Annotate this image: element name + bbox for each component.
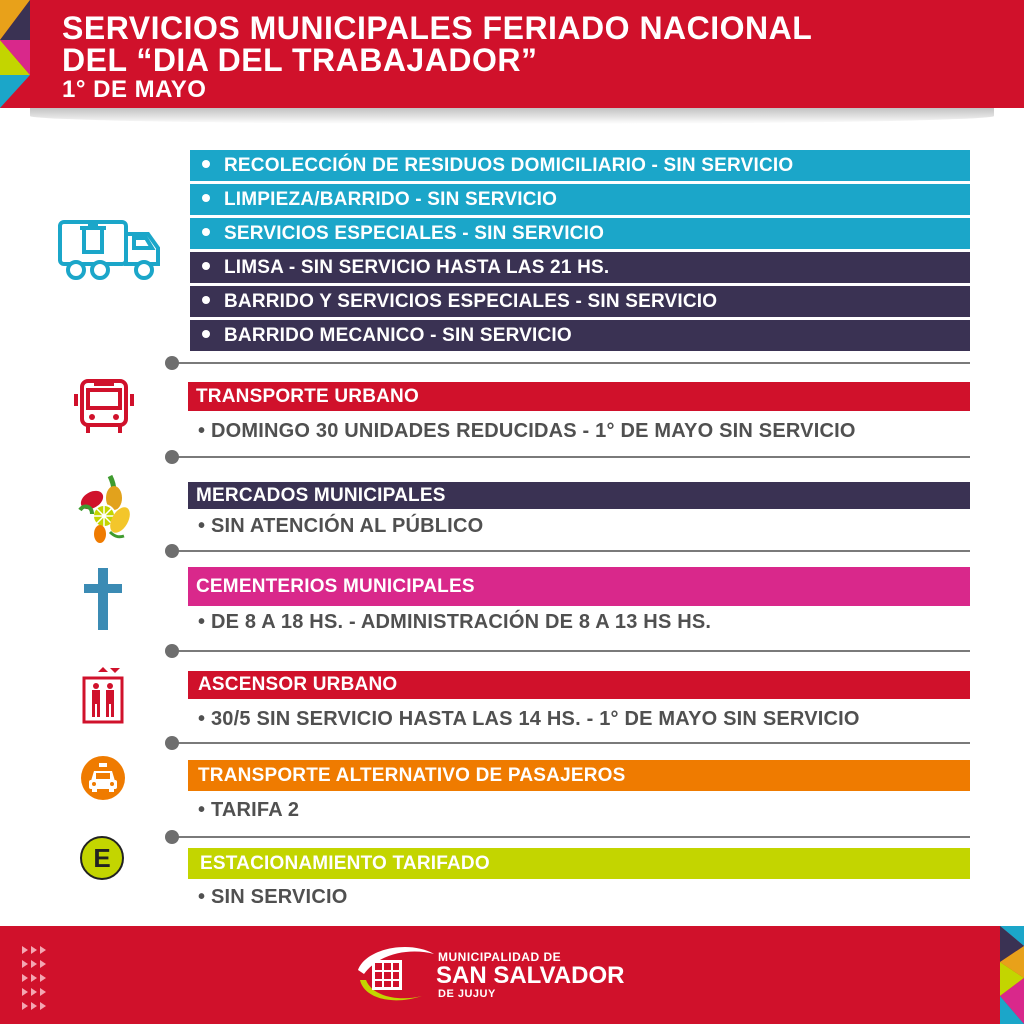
bullet-icon	[202, 262, 210, 270]
header-banner	[0, 0, 1024, 108]
waste-item-label: SERVICIOS ESPECIALES - SIN SERVICIO	[224, 223, 605, 244]
section-title-transporte-urbano: TRANSPORTE URBANO	[188, 382, 970, 411]
section-detail-mercados: • SIN ATENCIÓN AL PÚBLICO	[198, 515, 484, 537]
waste-item-label: RECOLECCIÓN DE RESIDUOS DOMICILIARIO - SIN SERVICIO	[224, 155, 794, 176]
triangle-arrows-icon	[22, 944, 50, 1010]
parking-e-icon	[80, 836, 124, 880]
cross-icon	[82, 568, 124, 630]
section-title-estacionamiento: ESTACIONAMIENTO TARIFADO	[188, 848, 970, 879]
footer-banner	[0, 926, 1024, 1024]
separator	[172, 742, 970, 744]
bus-icon	[74, 378, 134, 436]
parking-e-letter: E	[93, 843, 111, 873]
decorative-pattern-icon	[0, 0, 34, 108]
waste-item-5	[190, 286, 970, 317]
section-detail-estacionamiento: • SIN SERVICIO	[198, 886, 348, 908]
waste-item-6	[190, 320, 970, 351]
taxi-icon	[80, 755, 126, 801]
waste-item-1	[190, 150, 970, 181]
fruits-icon	[70, 470, 136, 546]
section-detail-cementerios: • DE 8 A 18 HS. - ADMINISTRACIÓN DE 8 A 13 HS HS.	[198, 611, 712, 633]
waste-item-2	[190, 184, 970, 215]
elevator-icon	[82, 666, 124, 724]
section-title-transporte-alternativo: TRANSPORTE ALTERNATIVO DE PASAJEROS	[188, 760, 970, 791]
decorative-pattern-icon	[1000, 926, 1024, 1024]
section-detail-transporte-urbano: • DOMINGO 30 UNIDADES REDUCIDAS - 1° DE MAYO SIN SERVICIO	[198, 420, 856, 442]
waste-item-label: BARRIDO MECANICO - SIN SERVICIO	[224, 325, 572, 346]
section-detail-ascensor: • 30/5 SIN SERVICIO HASTA LAS 14 HS. - 1° DE MAYO SIN SERVICIO	[198, 708, 860, 730]
logo-text-line2: SAN SALVADOR	[436, 962, 625, 989]
separator	[172, 362, 970, 364]
bullet-icon	[202, 330, 210, 338]
municipality-logo-icon	[352, 940, 436, 1008]
logo-text-line3: DE JUJUY	[438, 988, 496, 1000]
bullet-icon	[202, 296, 210, 304]
bullet-icon	[202, 160, 210, 168]
separator	[172, 836, 970, 838]
waste-item-label: LIMPIEZA/BARRIDO - SIN SERVICIO	[224, 189, 558, 210]
garbage-truck-icon	[56, 212, 162, 282]
section-detail-transporte-alternativo: • TARIFA 2	[198, 799, 300, 821]
section-title-mercados: MERCADOS MUNICIPALES	[188, 482, 970, 509]
separator	[172, 456, 970, 458]
page-title-line2: DEL “DIA DEL TRABAJADOR”	[62, 42, 538, 78]
header-shadow	[30, 108, 994, 124]
bullet-icon	[202, 228, 210, 236]
waste-item-label: LIMSA - SIN SERVICIO HASTA LAS 21 HS.	[224, 257, 610, 278]
waste-item-3	[190, 218, 970, 249]
separator	[172, 550, 970, 552]
page-title-line1: SERVICIOS MUNICIPALES FERIADO NACIONAL	[62, 10, 813, 46]
waste-item-4	[190, 252, 970, 283]
section-title-ascensor: ASCENSOR URBANO	[188, 671, 970, 699]
logo-text-line1: MUNICIPALIDAD DE	[438, 950, 562, 964]
separator	[172, 650, 970, 652]
page-date: 1° DE MAYO	[62, 76, 207, 103]
section-title-cementerios: CEMENTERIOS MUNICIPALES	[188, 567, 970, 606]
waste-item-label: BARRIDO Y SERVICIOS ESPECIALES - SIN SERVICIO	[224, 291, 718, 312]
bullet-icon	[202, 194, 210, 202]
